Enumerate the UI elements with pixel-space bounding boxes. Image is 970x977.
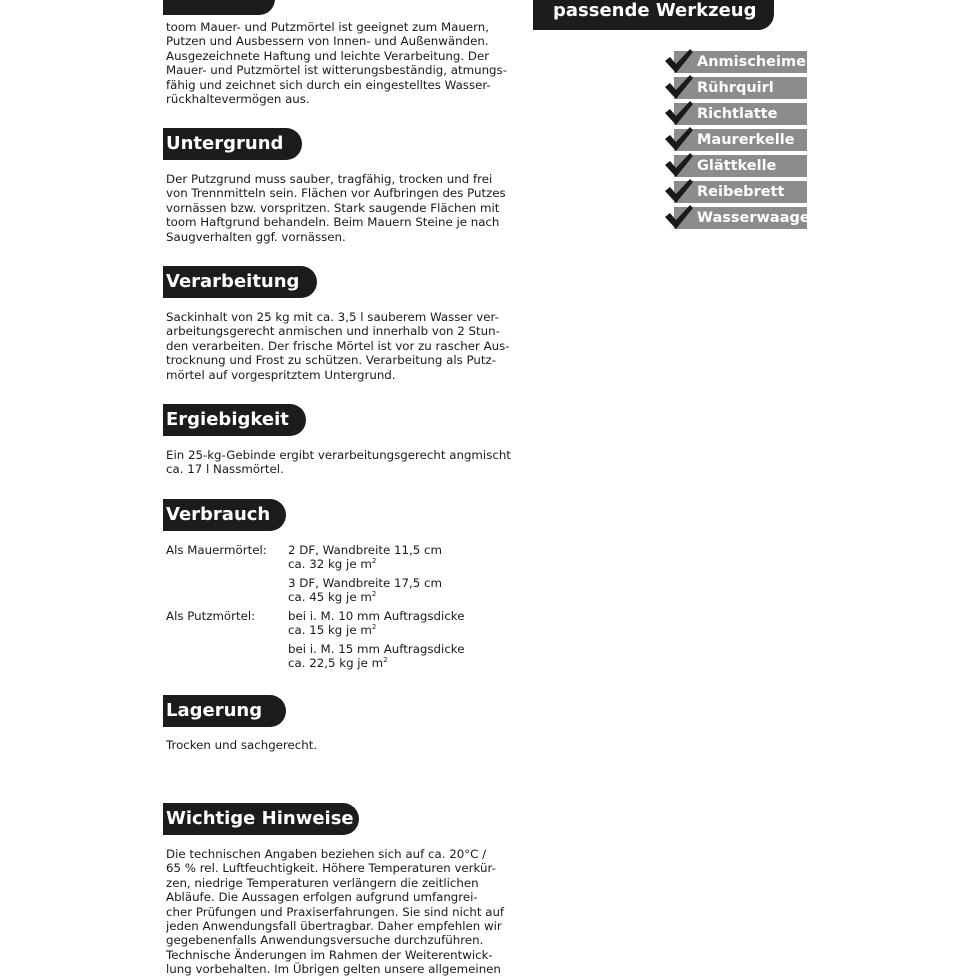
- tool-label: Richtlatte: [697, 106, 778, 122]
- verarbeitung-paragraph: [166, 310, 510, 382]
- tool-label: Maurerkelle: [697, 132, 795, 148]
- tool-label: Anmischeimer: [697, 54, 814, 70]
- tool-item-wasserwaage: [664, 207, 810, 229]
- tool-label: Wasserwaage: [697, 210, 810, 226]
- text-line: trocknung und Frost zu schützen. Verarbeitung als Putz-: [166, 353, 496, 368]
- value-line: bei i. M. 15 mm Auftragsdicke: [288, 642, 465, 656]
- text-line: zen, niedrige Temperaturen verlängern die zeitlichen: [166, 875, 479, 890]
- verbrauch-row-value: [288, 609, 464, 637]
- intro-paragraph: [166, 20, 507, 106]
- section-heading-top-cropped: [163, 0, 275, 15]
- heading-lagerung: Lagerung: [163, 695, 286, 727]
- tool-label: Reibebrett: [697, 184, 785, 200]
- text-line: Saugverhalten ggf. vornässen.: [166, 229, 346, 244]
- text-line: Technische Änderungen im Rahmen der Weiterentwick-: [166, 947, 493, 962]
- value-line: 3 DF, Wandbreite 17,5 cm: [288, 576, 442, 590]
- text-line: cher Prüfungen und Praxiserfahrungen. Sie sind nicht auf: [166, 904, 505, 919]
- verbrauch-row-label: Als Mauermörtel:: [166, 543, 267, 557]
- value-line: ca. 15 kg je $m^2$: [288, 623, 377, 637]
- text-line: rückhaltevermögen aus.: [166, 92, 310, 107]
- checkmark-icon: [664, 48, 694, 74]
- text-line: Abläufe. Die Aussagen erfolgen aufgrund umfangrei-: [166, 890, 478, 905]
- value-line: ca. 32 kg je $m^2$: [288, 557, 377, 571]
- text-line: toom Mauer- und Putzmörtel ist geeignet zum Mauern,: [166, 20, 490, 34]
- untergrund-paragraph: [166, 172, 506, 244]
- text-line: Die technischen Angaben beziehen sich auf ca. 20°C /: [166, 847, 487, 861]
- value-line: 2 DF, Wandbreite 11,5 cm: [288, 543, 442, 557]
- value-line: bei i. M. 10 mm Auftragsdicke: [288, 609, 465, 623]
- text-line: toom Haftgrund behandeln. Beim Mauern Steine je nach: [166, 215, 500, 230]
- text-line: vornässen bzw. vorspritzen. Stark saugende Flächen mit: [166, 200, 500, 215]
- tool-label: Glättkelle: [697, 158, 777, 174]
- tool-item-anmischeimer: [664, 51, 814, 73]
- text-line: arbeitungsgerecht anmischen und innerhalb von 2 Stun-: [166, 324, 500, 339]
- text-line: Trocken und sachgerecht.: [166, 738, 318, 752]
- verbrauch-row-value: [288, 642, 464, 670]
- hinweise-paragraph: [166, 847, 504, 977]
- verbrauch-row-value: [288, 543, 442, 571]
- heading-verarbeitung: Verarbeitung: [163, 266, 317, 298]
- text-line: Ein 25-kg-Gebinde ergibt verarbeitungsgerecht angmischt: [166, 448, 511, 462]
- ergiebigkeit-paragraph: [166, 448, 511, 477]
- text-line: gegebenenfalls Anwendungsversuche durchzuführen.: [166, 933, 484, 948]
- text-line: 65 % rel. Luftfeuchtigkeit. Höhere Temperaturen verkür-: [166, 861, 496, 876]
- checkmark-icon: [664, 74, 694, 100]
- verbrauch-row-value: [288, 576, 442, 604]
- text-line: Mauer- und Putzmörtel ist witterungsbeständig, atmungs-: [166, 63, 507, 78]
- tool-item-ruehrquirl: [664, 77, 807, 99]
- tool-item-glaettkelle: [664, 155, 807, 177]
- text-line: mörtel auf vorgespritztem Untergrund.: [166, 367, 396, 382]
- text-line: lung vorbehalten. Im Übrigen gelten unsere allgemeinen: [166, 962, 501, 977]
- tool-item-richtlatte: [664, 103, 807, 125]
- text-line: Sackinhalt von 25 kg mit ca. 3,5 l sauberem Wasser ver-: [166, 310, 499, 324]
- text-line: von Trennmitteln sein. Flächen vor Aufbringen des Putzes: [166, 186, 506, 201]
- lagerung-paragraph: [166, 738, 317, 752]
- verbrauch-row-label: Als Putzmörtel:: [166, 609, 256, 623]
- text-line: Putzen und Ausbessern von Innen- und Außenwänden.: [166, 34, 489, 49]
- tool-item-maurerkelle: [664, 129, 807, 151]
- text-line: Der Putzgrund muss sauber, tragfähig, trocken und frei: [166, 172, 493, 186]
- heading-verbrauch: Verbrauch: [163, 499, 286, 531]
- heading-wichtige-hinweise: Wichtige Hinweise: [163, 803, 359, 835]
- tool-label: Rührquirl: [697, 80, 774, 96]
- tools-heading: passende Werkzeug: [533, 0, 774, 30]
- text-line: den verarbeiten. Der frische Mörtel ist vor zu rascher Aus-: [166, 338, 510, 353]
- heading-untergrund: Untergrund: [163, 128, 302, 160]
- text-line: ca. 17 l Nassmörtel.: [166, 462, 284, 477]
- value-line: ca. 22,5 kg je $m^2$: [288, 656, 388, 670]
- checkmark-icon: [664, 100, 694, 126]
- checkmark-icon: [664, 126, 694, 152]
- text-line: fähig und zeichnet sich durch ein eingestelltes Wasser-: [166, 77, 491, 92]
- checkmark-icon: [664, 152, 694, 178]
- checkmark-icon: [664, 178, 694, 204]
- value-line: ca. 45 kg je $m^2$: [288, 590, 377, 604]
- heading-ergiebigkeit: Ergiebigkeit: [163, 404, 306, 436]
- text-line: jeden Anwendungsfall übertragbar. Daher empfehlen wir: [166, 919, 502, 934]
- tool-item-reibebrett: [664, 181, 807, 203]
- text-line: Ausgezeichnete Haftung und leichte Verarbeitung. Der: [166, 48, 490, 63]
- checkmark-icon: [664, 204, 694, 230]
